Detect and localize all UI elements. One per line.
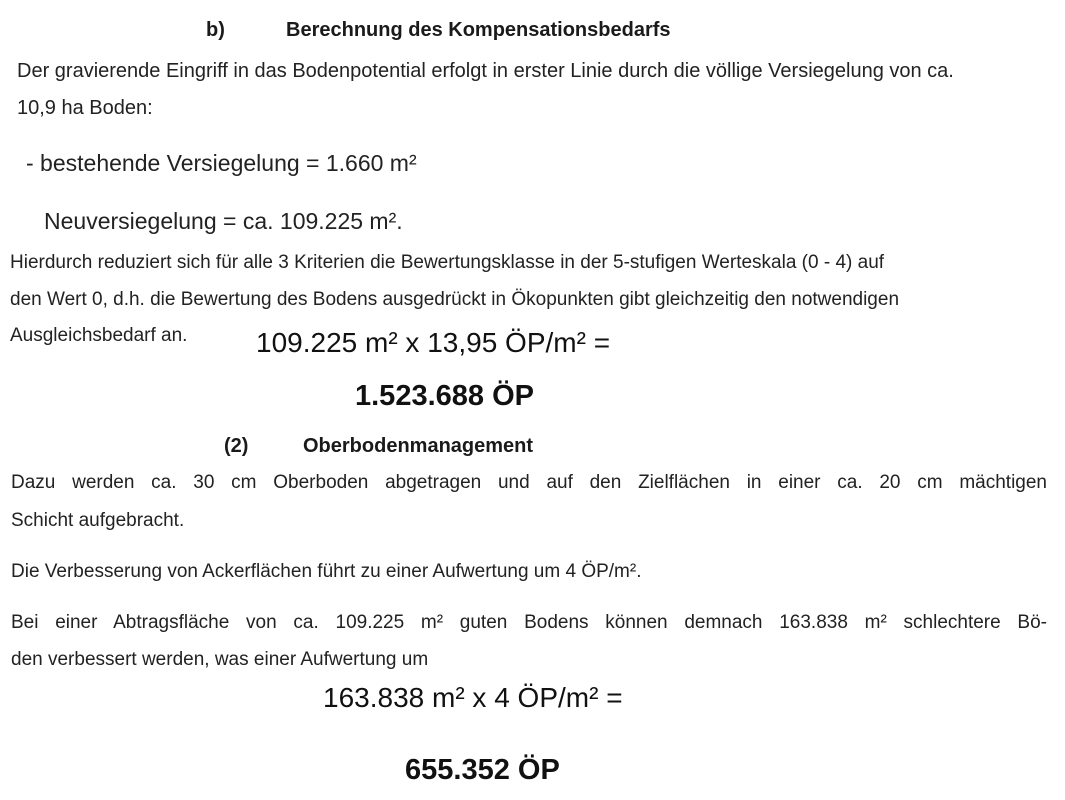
formula-improvement: 163.838 m² x 4 ÖP/m² =	[323, 682, 623, 713]
explain-line-1: Hierdurch reduziert sich für alle 3 Kriterien die Bewertungsklasse in der 5-stufigen Werteskala (0 - 4) auf	[10, 252, 885, 273]
existing-sealing: - bestehende Versiegelung = 1.660 m²	[26, 150, 417, 176]
new-sealing: Neuversiegelung = ca. 109.225 m².	[44, 208, 403, 234]
intro-line-2: 10,9 ha Boden:	[17, 97, 153, 119]
result-improvement: 655.352 ÖP	[405, 754, 560, 786]
section-b-title: Berechnung des Kompensationsbedarfs	[286, 19, 671, 41]
para2: Die Verbesserung von Ackerflächen führt zu einer Aufwertung um 4 ÖP/m².	[11, 561, 642, 582]
result-compensation: 1.523.688 ÖP	[355, 380, 534, 412]
section-2-title: Oberbodenmanagement	[303, 435, 534, 457]
explain-line-3: Ausgleichsbedarf an.	[10, 325, 188, 346]
section-b-marker: b)	[206, 19, 225, 41]
section-2-marker: (2)	[224, 435, 249, 457]
para1-line-2: Schicht aufgebracht.	[11, 510, 185, 531]
intro-line-1: Der gravierende Eingriff in das Bodenpotential erfolgt in erster Linie durch die völlige Versiegelung von ca.	[17, 60, 954, 82]
explain-line-2: den Wert 0, d.h. die Bewertung des Bodens ausgedrückt in Ökopunkten gibt gleichzeitig den notwendigen	[10, 289, 900, 310]
formula-compensation: 109.225 m² x 13,95 ÖP/m² =	[256, 327, 611, 358]
para3-line-2: den verbessert werden, was einer Aufwertung um	[11, 649, 429, 670]
para1-line-1: Dazu werden ca. 30 cm Oberboden abgetragen und auf den Zielflächen in einer ca. 20 cm mächtigen	[11, 472, 1047, 493]
para3-line-1: Bei einer Abtragsfläche von ca. 109.225 m² guten Bodens können demnach 163.838 m² schlechtere Bö-	[11, 612, 1047, 633]
